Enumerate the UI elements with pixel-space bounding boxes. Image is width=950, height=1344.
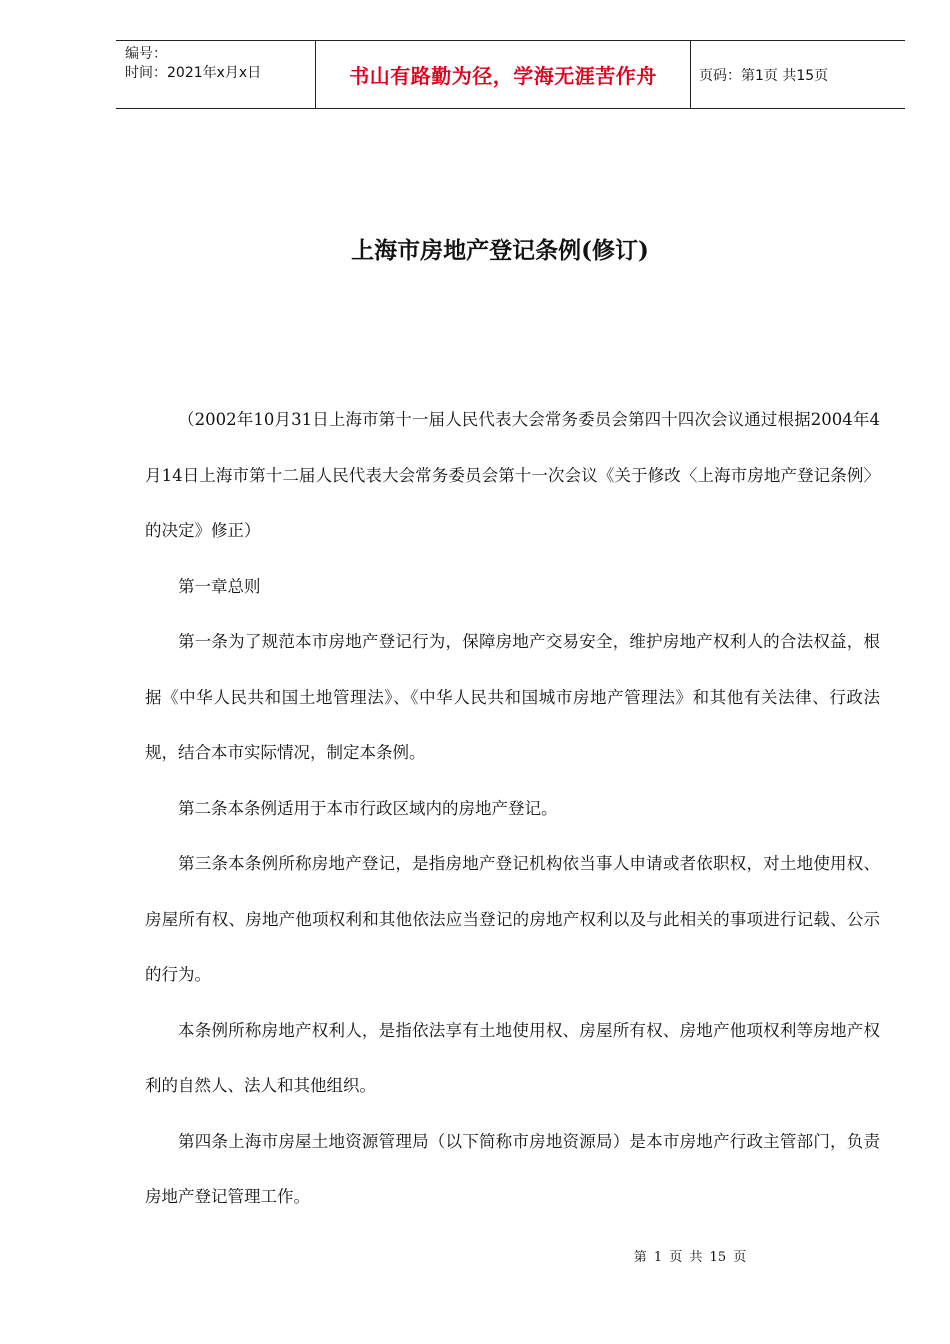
paragraph-chapter-heading: 第一章总则 — [178, 576, 261, 596]
header-motto: 书山有路勤为径，学海无涯苦作舟 — [316, 41, 691, 108]
document-title: 上海市房地产登记条例(修订) — [351, 237, 649, 264]
time-label: 时间：2021年x月x日 — [125, 65, 262, 81]
paragraph-article-1: 第一条为了规范本市房地产登记行为，保障房地产交易安全，维护房地产权利人的合法权益，根据《中华人民共和国土地管理法》、《中华人民共和国城市房地产管理法》和其他有关法律、行政法规，结合本市实际情况，制定本条例。 — [145, 632, 880, 762]
paragraph-article-3-cont: 本条例所称房地产权利人，是指依法享有土地使用权、房屋所有权、房地产他项权利等房地产权利的自然人、法人和其他组织。 — [145, 1020, 880, 1095]
header-page-info: 页码：第1页 共15页 — [699, 67, 829, 84]
paragraph-article-3: 第三条本条例所称房地产登记，是指房地产登记机构依当事人申请或者依职权，对土地使用权、房屋所有权、房地产他项权利和其他依法应当登记的房地产权利以及与此相关的事项进行记载、公示的行为。 — [145, 854, 880, 984]
paragraph-article-4: 第四条上海市房屋土地资源管理局（以下简称市房地资源局）是本市房地产行政主管部门，负责房地产登记管理工作。 — [145, 1131, 880, 1206]
serial-label: 编号： — [125, 46, 167, 62]
paragraph-preamble: （2002年10月31日上海市第十一届人民代表大会常务委员会第四十四次会议通过根据2004年4月14日上海市第十二届人民代表大会常务委员会第十一次会议《关于修改〈上海市房地产登记条例〉的决定》修正） — [145, 410, 880, 540]
document-body — [145, 392, 880, 1225]
header-meta — [116, 41, 316, 108]
page-footer-number: 第 1 页 共 15 页 — [633, 1250, 747, 1265]
page-header — [116, 40, 905, 109]
paragraph-article-2: 第二条本条例适用于本市行政区域内的房地产登记。 — [178, 798, 558, 818]
